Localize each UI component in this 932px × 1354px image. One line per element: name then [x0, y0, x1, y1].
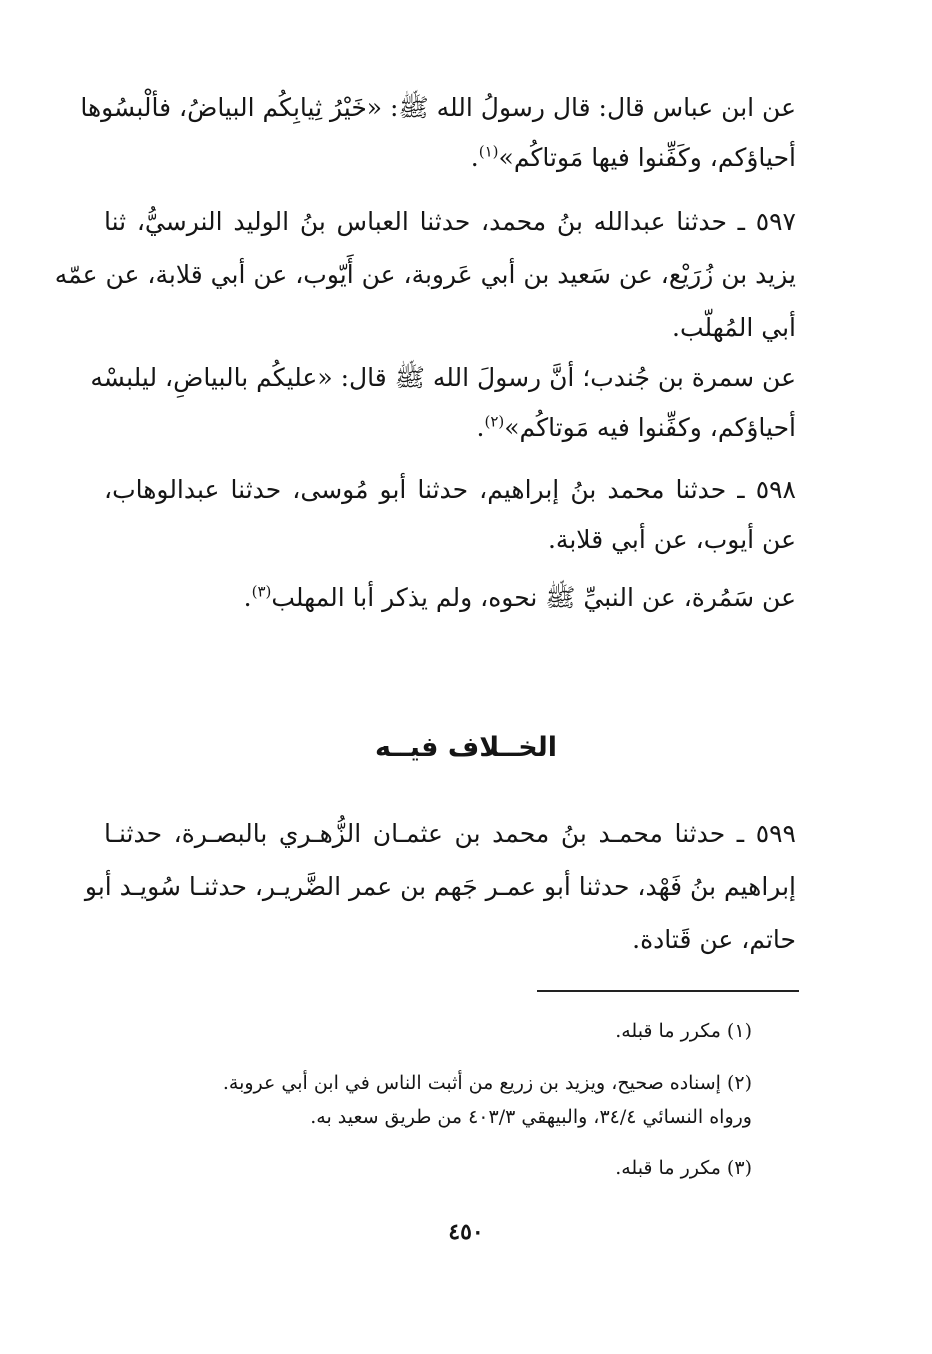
text-line: عن أيوب، عن أبي قلابة.: [547, 525, 796, 554]
line-end-punctuation: .: [243, 583, 252, 612]
footnote-ref-2: (٢): [484, 412, 505, 431]
text-line: ٥٩٨ ـ حدثنا محمد بنُ إبراهيم، حدثنا أبو مُوسى، حدثنا عبدالوهاب،: [104, 475, 796, 504]
text-line: يزيد بن زُرَيْع، عن سَعيد بن أبي عَروبة، عن أَيّوب، عن أبي قلابة، عن عمّه: [54, 260, 796, 289]
page-number: ٤٥٠: [448, 1219, 484, 1245]
footnote-2-line-2: ورواه النسائي ٣٤/٤، والبيهقي ٤٠٣/٣ من طريق سعيد به.: [310, 1106, 752, 1128]
text-line: [104, 142, 796, 174]
text-line: [104, 582, 796, 614]
text-line: [104, 412, 796, 444]
footnote-3: (٣) مكرر ما قبله.: [615, 1157, 752, 1179]
footnote-ref-3: (٣): [251, 582, 272, 601]
text-line: أبي المُهلّب.: [672, 313, 796, 342]
text-line-main: عن سَمُرة، عن النبيِّ ﷺ نحوه، ولم يذكر أبا المهلب: [271, 583, 796, 612]
section-heading: الخــلاف فيــه: [374, 732, 558, 763]
text-line: عن سمرة بن جُندب؛ أنَّ رسولَ الله ﷺ قال: «عليكُم بالبياضِ، ليلبسْه: [90, 363, 796, 392]
text-line: ٥٩٧ ـ حدثنا عبدالله بنُ محمد، حدثنا العباس بنُ الوليد النرسيُّ، ثنا: [104, 207, 796, 236]
text-line: حاتم، عن قَتادة.: [632, 925, 796, 954]
footnote-1: (١) مكرر ما قبله.: [615, 1020, 752, 1042]
text-line: ٥٩٩ ـ حدثنا محمـد بنُ محمد بن عثمـان الزُّهـري بالبصـرة، حدثنـا: [104, 819, 796, 848]
footnote-ref-1: (١): [478, 142, 499, 161]
text-line-main: أحياؤكم، وكَفِّنوا فيها مَوتاكُم»: [498, 143, 796, 172]
text-line-main: أحياؤكم، وكفِّنوا فيه مَوتاكُم»: [504, 413, 796, 442]
footnote-2-line-1: (٢) إسناده صحيح، ويزيد بن زريع من أثبت الناس في ابن أبي عروبة.: [222, 1072, 752, 1094]
line-end-punctuation: .: [470, 143, 479, 172]
text-line: إبراهيم بنُ فَهْد، حدثنا أبو عمـر جَهم بن عمر الضَّريـر، حدثنـا سُويـد أبو: [84, 872, 796, 901]
text-line: عن ابن عباس قال: قال رسولُ الله ﷺ: «خَيْرُ ثِيابِكُم البياضُ، فألْبسُوها: [80, 93, 796, 122]
line-end-punctuation: .: [476, 413, 485, 442]
footnote-separator: [537, 990, 799, 992]
